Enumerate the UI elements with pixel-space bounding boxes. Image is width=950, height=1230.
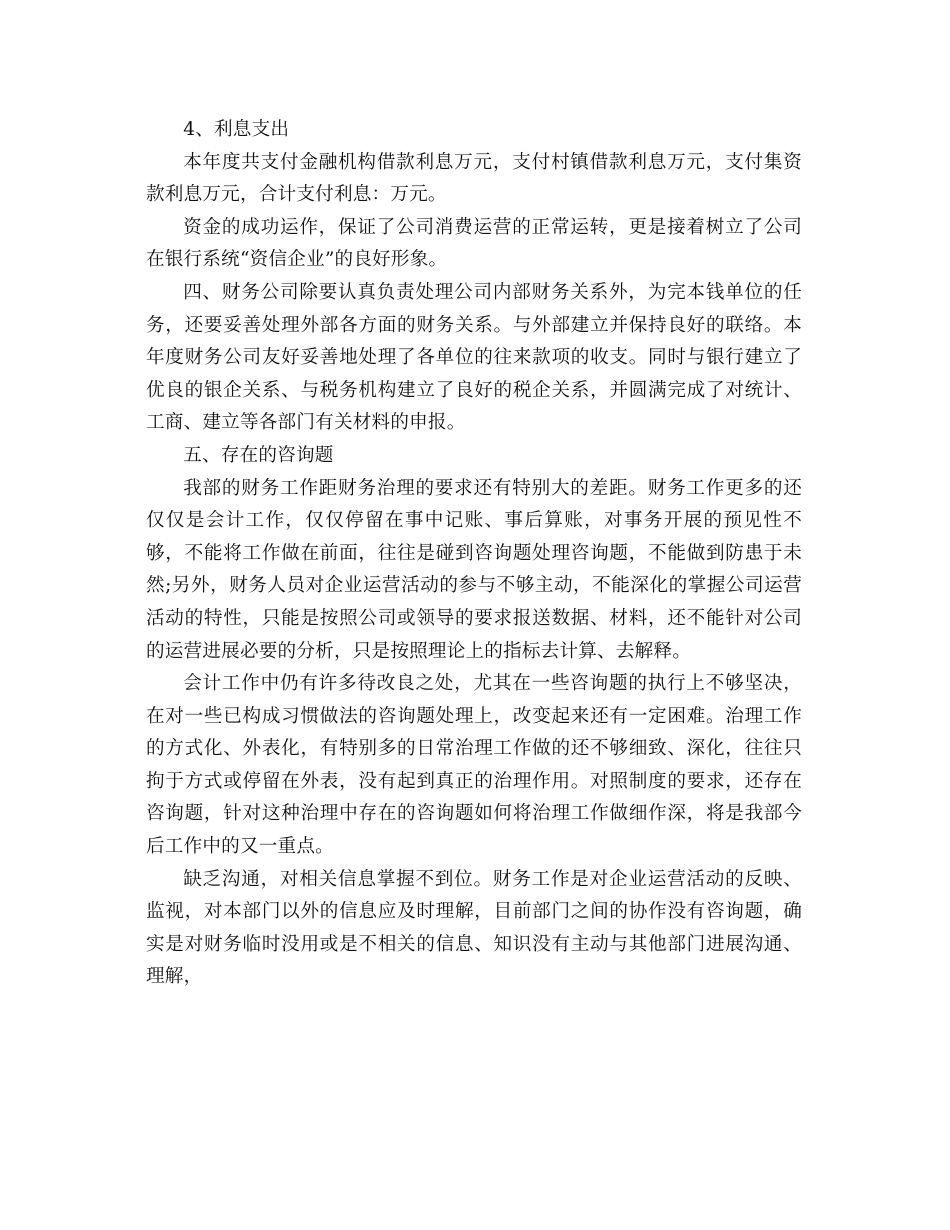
paragraph-interest-summary: 本年度共支付金融机构借款利息万元，支付村镇借款利息万元，支付集资款利息万元，合计支付利息：万元。 (146, 151, 802, 206)
paragraph-external-relations: 四、财务公司除要认真负责处理公司内部财务关系外，为完本钱单位的任务，还要妥善处理外部各方面的财务关系。与外部建立并保持良好的联络。本年度财务公司友好妥善地处理了各单位的往来款项的收支。同时与银行建立了优良的银企关系、与税务机构建立了良好的税企关系，并圆满完成了对统计、工商、建立等各部门有关材料的申报。 (146, 281, 802, 434)
paragraph-management-gap: 我部的财务工作距财务治理的要求还有特别大的差距。财务工作更多的还仅仅是会计工作，仅仅停留在事中记账、事后算账，对事务开展的预见性不够，不能将工作做在前面，往往是碰到咨询题处理咨询题，不能做到防患于未然;另外，财务人员对企业运营活动的参与不够主动，不能深化的掌握公司运营活动的特性，只能是按照公司或领导的要求报送数据、材料，还不能针对公司的运营进展必要的分析，只是按照理论上的指标去计算、去解释。 (146, 477, 802, 662)
paragraph-accounting-improvement: 会计工作中仍有许多待改良之处，尤其在一些咨询题的执行上不够坚决，在对一些已构成习惯做法的咨询题处理上，改变起来还有一定困难。治理工作的方式化、外表化，有特别多的日常治理工作做的还不够细致、深化，往往只拘于方式或停留在外表，没有起到真正的治理作用。对照制度的要求，还存在咨询题，针对这种治理中存在的咨询题如何将治理工作做细作深，将是我部今后工作中的又一重点。 (146, 673, 802, 858)
section-heading-interest-expense: 4、利息支出 (183, 119, 290, 140)
paragraph-capital-operation: 资金的成功运作，保证了公司消费运营的正常运转，更是接着树立了公司在银行系统“资信企业”的良好形象。 (146, 216, 802, 271)
document-body (146, 114, 802, 994)
paragraph-lack-of-communication: 缺乏沟通，对相关信息掌握不到位。财务工作是对企业运营活动的反映、监视，对本部门以外的信息应及时理解，目前部门之间的协作没有咨询题，确实是对财务临时没用或是不相关的信息、知识没有主动与其他部门进展沟通、理解， (146, 868, 802, 988)
section-heading-existing-issues: 五、存在的咨询题 (183, 444, 334, 466)
